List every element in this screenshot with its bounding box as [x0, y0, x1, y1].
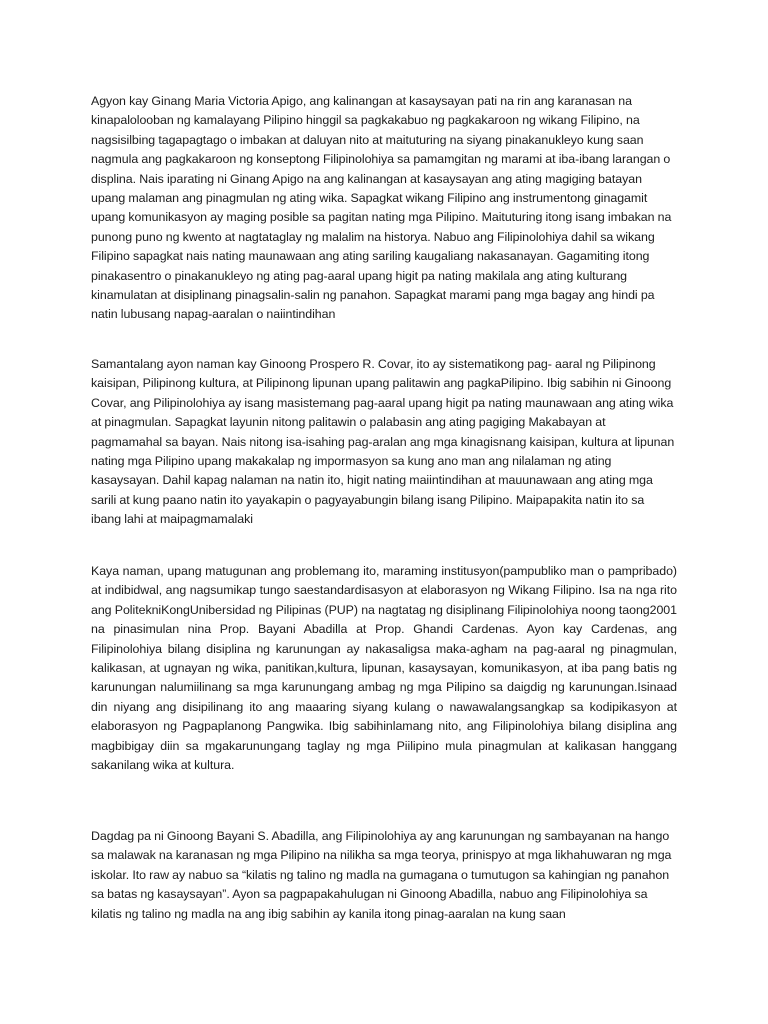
paragraph-apigo: Agyon kay Ginang Maria Victoria Apigo, ang kalinangan at kasaysayan pati na rin ang karanasan na kinapalolooban ng kamalayang Pilipino hinggil sa pagkakabuo ng pagkakaroon ng wikang Filipino, na nagsisilbing tagapagtago o imbakan at daluyan nito at maituturing na siyang pinakanukleyo kung saan nagmula ang pagkakaroon ng konseptong Filipinolohiya sa pamamgitan ng marami at iba-ibang larangan o displina. Nais iparating ni Ginang Apigo na ang kalinangan at kasaysayan ang ating magiging batayan upang malaman ang pinagmulan ng ating wika. Sapagkat wikang Filipino ang instrumentong ginagamit upang komunikasyon ay maging posible sa pagitan nating mga Pilipino. Maituturing itong isang imbakan na punong puno ng kwento at nagtataglay ng malalim na historya. Nabuo ang Filipinolohiya dahil sa wikang Filipino sapagkat nais nating maunawaan ang ating sariling kaugaliang nakasanayan. Gagamiting itong pinakasentro o pinakanukleyo ng ating pag-aaral upang higit pa nating makilala ang ating kulturang kinamulatan at disiplinang pinagsalin-salin ng panahon. Sapagkat marami pang mga bagay ang hindi pa natin lubusang napag-aaralan o naiintindihan	[91, 94, 672, 322]
paragraph-covar: Samantalang ayon naman kay Ginoong Prospero R. Covar, ito ay sistematikong pag- aaral ng Pilipinong kaisipan, Pilipinong kultura, at Pilipinong lipunan upang palitawin ang pagkaPilipino. Ibig sabihin ni Ginoong Covar, ang Pilipinolohiya ay isang masistemang pag-aaral upang higit pa nating maunawaan ang ating wika at pinagmulan. Sapagkat layunin nitong palitawin o palabasin ang ating pagiging Makabayan at pagmamahal sa bayan. Nais nitong isa-isahing pag-aralan ang mga kinagisnang kaisipan, kultura at lipunan nating mga Pilipino upang makakalap ng impormasyon sa kung ano man ang nilalaman ng ating kasaysayan. Dahil kapag nalaman na natin ito, higit nating maiintindihan at mauunawaan ang ating mga sarili at kung paano natin ito yayakapin o pagyayabungin bilang isang Pilipino. Maipapakita natin ito sa ibang lahi at maipagmamalaki	[91, 357, 675, 527]
paragraph-cardenas: Kaya naman, upang matugunan ang problemang ito, maraming institusyon(pampubliko man o pampribado) at indibidwal, ang nagsumikap tungo saestandardisasyon at elaborasyon ng Wikang Filipino. Isa na nga rito ang PolitekniKongUnibersidad ng Pilipinas (PUP) na nagtatag ng disiplinang Filipinolohiya noong taong2001 na pinasimulan nina Prop. Bayani Abadilla at Prop. Ghandi Cardenas. Ayon kay Cardenas, ang Filipinolohiya bilang disiplina ng karunungan ay nakasaligsa maka-agham na pag-aaral ng pinagmulan, kalikasan, at ugnayan ng wika, panitikan,kultura, lipunan, kasaysayan, komunikasyon, at iba pang batis ng karunungan nalumiilinang sa mga karunungang ambag ng mga Pilipino sa daigdig ng karunungan.Isinaad din niyang ang disipilinang ito ang maaaring siyang kulang o nawawalangsangkap sa kodipikasyon at elaborasyon ng Pagpaplanong Pangwika. Ibig sabihinlamang nito, ang Filipinolohiya bilang disiplina ang magbibigay diin sa mgakarunungang taglay ng mga Piilipino mula pinagmulan at kalikasan hanggang sakanilang wika at kultura.	[91, 564, 677, 773]
paragraph-abadilla: Dagdag pa ni Ginoong Bayani S. Abadilla, ang Filipinolohiya ay ang karunungan ng sambayanan na hango sa malawak na karanasan ng mga Pilipino na nilikha sa mga teorya, prinispyo at mga likhahuwaran ng mga iskolar. Ito raw ay nabuo sa “kilatis ng talino ng madla na gumagana o tumutugon sa kahingian ng panahon sa batas ng kasaysayan”. Ayon sa pagpapakahulugan ni Ginoong Abadilla, nabuo ang Filipinolohiya sa kilatis ng talino ng madla na ang ibig sabihin ay kanila itong pinag-aaralan na kung saan	[91, 829, 672, 921]
